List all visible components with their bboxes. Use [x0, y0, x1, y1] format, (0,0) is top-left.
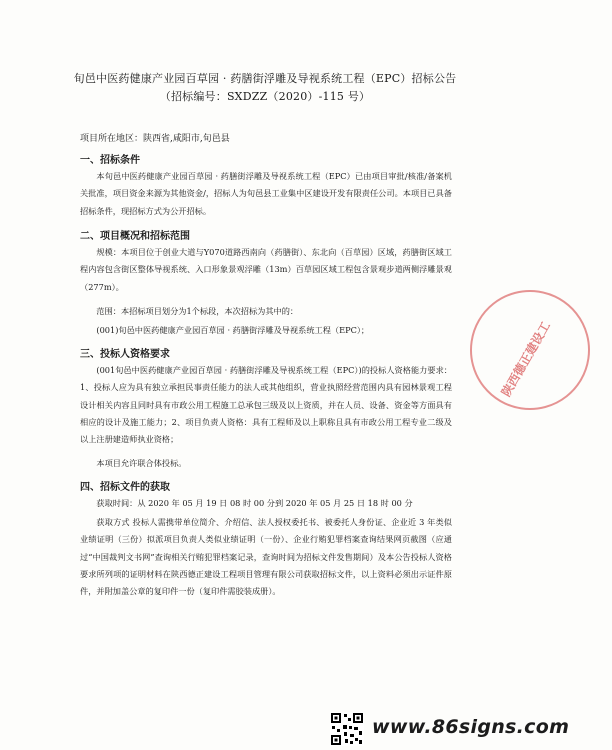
notice-title: 旬邑中医药健康产业园百草园 · 药膳街浮雕及导视系统工程（EPC）招标公告	[73, 72, 457, 85]
section-1-paragraph-1: 本旬邑中医药健康产业园百草园 · 药膳街浮雕及导视系统工程（EPC）已由项目审批/核准/备案机关批准，项目资金来源为其他资金/，招标人为旬邑县工业集中区建设开发有限责任公司。本项目已具备招标条件，现招标方式为公开招标。	[80, 171, 452, 216]
section-3-paragraph-1: (001旬邑中医药健康产业园百草园 · 药膳街浮雕及导视系统工程（EPC）)的投标人资格能力要求：1、投标人应为具有独立承担民事责任能力的法人或其他组织，营业执照经营范围内具有园林景观工程设计相关内容且同时具有市政公用工程施工总承包三级及以上资质，并在人员、设备、资金等方面具有相应的设计及施工能力；2、项目负责人资格：具有工程师及以上职称且具有市政公用工程专业二级及以上注册建造师执业资格；	[80, 365, 452, 445]
section-3-paragraph-2: 本项目允许联合体投标。	[96, 458, 187, 468]
tender-number: （招标编号：SXDZZ（2020）-115 号）	[159, 90, 371, 103]
section-heading-1: 一、招标条件	[80, 155, 140, 166]
project-location: 项目所在地区：陕西省,咸阳市,旬邑县	[80, 134, 230, 144]
section-2-paragraph-2: 范围：本招标项目划分为1个标段，本次招标为其中的：	[96, 306, 299, 316]
section-heading-2: 二、项目概况和招标范围	[80, 231, 190, 242]
qr-code-icon	[330, 712, 364, 746]
company-seal: 陕西德正建设工	[448, 268, 612, 432]
section-2-paragraph-3: (001)旬邑中医药健康产业园百草园 · 药膳街浮雕及导视系统工程（EPC）；	[96, 325, 370, 335]
section-2-paragraph-1: 规模：本项目位于创业大道与Y070道路西南向（药膳街）、东北向（百草园）区域，药膳街区域工程内容包含街区整体导视系统、入口形象景观浮雕（13m）百草园区域工程包含景观步道两侧浮雕景观（277m）。	[80, 247, 452, 292]
section-4-paragraph-2: 获取方式 投标人需携带单位简介、介绍信、法人授权委托书、被委托人身份证、企业近 3 年类似业绩证明（三份）拟派项目负责人类似业绩证明（一份）、企业行贿犯罪档案查询结果网页截图（应通过“中国裁判文书网”查询相关行贿犯罪档案记录，查询时间为招标文件发售期间）及本公告投标人资格要求所列项的证明材料在陕西德正建设工程项目管理有限公司获取招标文件，以上资料必须出示证件原件，并附加盖公章的复印件一份（复印件需胶装成册）。	[80, 517, 452, 597]
section-heading-3: 三、投标人资格要求	[80, 349, 170, 360]
section-heading-4: 四、招标文件的获取	[80, 482, 170, 493]
watermark: www.86signs.com	[372, 716, 570, 738]
section-4-paragraph-1: 获取时间：从 2020 年 05 月 19 日 08 时 00 分到 2020 年 05 月 25 日 18 时 00 分	[96, 498, 413, 508]
